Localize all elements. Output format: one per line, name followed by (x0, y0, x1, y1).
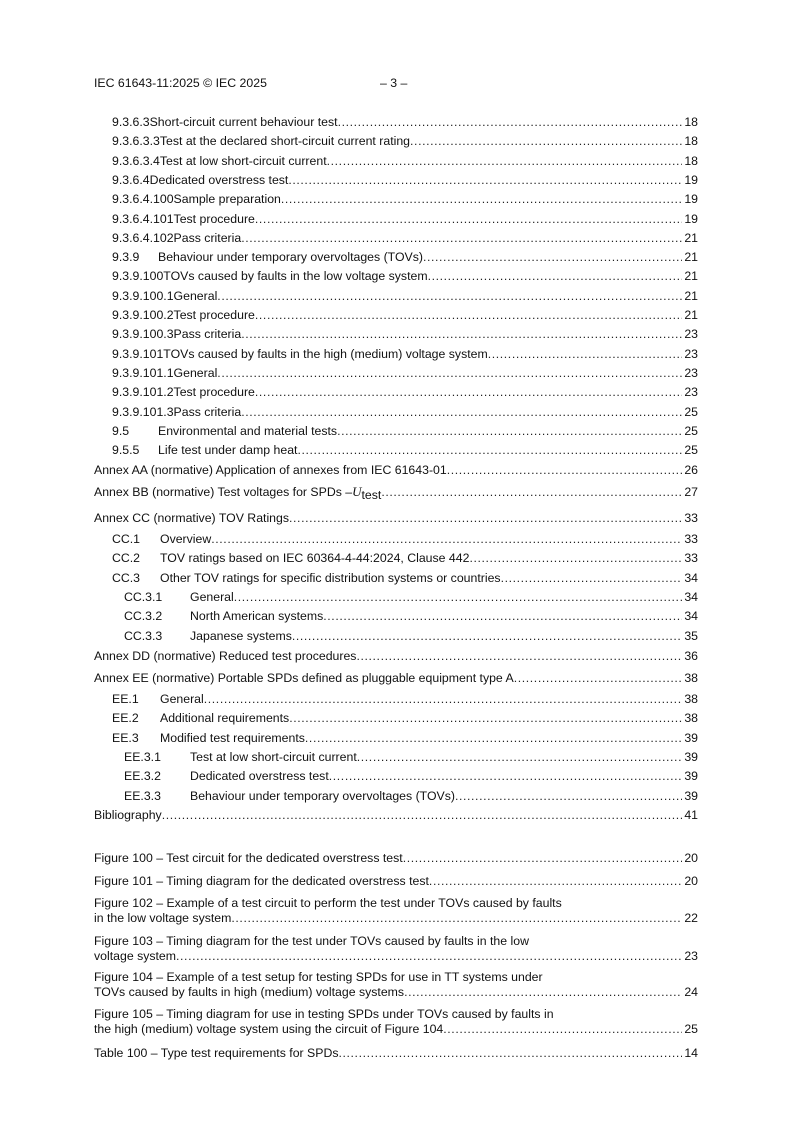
dot-leader (404, 984, 682, 1000)
entry-number: CC.3.3 (124, 628, 163, 643)
toc-entry[interactable] (112, 172, 698, 188)
dot-leader (469, 550, 682, 566)
entry-number: EE.2 (112, 711, 139, 726)
entry-number: 9.3.6.3 (112, 115, 150, 129)
toc-entry[interactable] (124, 589, 698, 605)
page-ref: 23 (684, 365, 698, 380)
entry-number: EE.3 (112, 730, 139, 745)
entry-title: Behaviour under temporary overvoltages (TOVs) (190, 788, 455, 803)
figure-entry-line1: Figure 102 – Example of a test circuit to perform the test under TOVs caused by faults (94, 896, 562, 910)
page-ref: 24 (684, 985, 698, 999)
dot-leader (338, 114, 683, 130)
page-ref: 21 (684, 288, 698, 303)
entry-title: Test at low short-circuit current (159, 153, 327, 168)
toc-entry[interactable] (112, 442, 698, 458)
toc-entry[interactable] (112, 384, 698, 400)
dot-leader (428, 268, 683, 284)
dot-leader (241, 404, 682, 420)
page-ref: 19 (684, 192, 698, 207)
dot-leader (323, 608, 682, 624)
toc-entry[interactable] (124, 608, 698, 624)
page-ref: 23 (684, 327, 698, 342)
entry-title: TOV ratings based on IEC 60364-4-44:2024, Clause 442 (160, 551, 470, 566)
entry-title: Annex CC (normative) TOV Ratings (94, 511, 290, 525)
entry-title: Test procedure (173, 385, 255, 400)
page-ref: 23 (684, 949, 698, 963)
entry-title: Dedicated overstress test (190, 769, 329, 784)
dot-leader (289, 510, 682, 526)
page-ref: 35 (684, 628, 698, 643)
page-number: – 3 – (380, 76, 408, 90)
dot-leader (217, 365, 682, 381)
toc-entry[interactable] (112, 114, 698, 130)
toc-entry[interactable] (112, 365, 698, 381)
toc-entry[interactable] (112, 268, 698, 284)
toc-entry[interactable] (112, 153, 698, 169)
toc-entry[interactable] (112, 570, 698, 586)
dot-leader (455, 788, 682, 804)
figure-entry[interactable] (94, 1021, 698, 1037)
u-test-symbol: U (352, 484, 362, 499)
dot-leader (255, 384, 682, 400)
toc-entry[interactable] (112, 423, 698, 439)
entry-title: TOVs caused by faults in the high (medium) voltage system (163, 346, 488, 361)
figure-entry-line1: Figure 104 – Example of a test setup for testing SPDs for use in TT systems under (94, 970, 543, 984)
dot-leader (231, 910, 682, 926)
figure-entry[interactable] (94, 873, 698, 889)
entry-title: Japanese systems (190, 628, 292, 643)
entry-number: 9.3.6.4 (112, 172, 150, 187)
entry-number: EE.3.1 (124, 749, 161, 764)
entry-number: 9.3.9.100.1 (112, 288, 174, 303)
dot-leader (443, 1021, 682, 1037)
page-ref: 36 (684, 649, 698, 663)
dot-leader (288, 172, 682, 188)
entry-title: Behaviour under temporary overvoltages (TOVs) (158, 250, 423, 265)
page-ref: 19 (684, 211, 698, 226)
dot-leader (255, 307, 682, 323)
figure-entry[interactable] (94, 948, 698, 964)
toc-entry[interactable] (112, 288, 698, 304)
dot-leader (381, 484, 682, 500)
page-ref: 19 (684, 172, 698, 187)
page-ref: 41 (684, 808, 698, 822)
page-ref: 21 (684, 269, 698, 284)
entry-number: 9.3.9.101 (112, 346, 164, 361)
page-ref: 18 (684, 115, 698, 129)
entry-title: Test procedure (173, 308, 255, 322)
dot-leader (410, 133, 682, 149)
entry-title: General (190, 589, 234, 604)
page-ref: 20 (684, 851, 698, 865)
entry-title: Bibliography (94, 808, 162, 822)
dot-leader (488, 346, 683, 362)
entry-title: Table 100 – Type test requirements for SPDs (94, 1046, 339, 1060)
entry-number: 9.3.6.4.102 (112, 230, 174, 245)
dot-leader (423, 249, 682, 265)
entry-number: 9.3.9.100.3 (112, 327, 174, 342)
entry-title: TOVs caused by faults in high (medium) voltage systems (94, 985, 405, 999)
entry-title: Additional requirements (160, 711, 290, 726)
toc-entry[interactable] (112, 326, 698, 342)
dot-leader (305, 730, 682, 746)
entry-number: 9.3.9.101.1 (112, 365, 174, 380)
entry-number: 9.3.9.101.2 (112, 385, 174, 400)
dot-leader (338, 1045, 682, 1061)
toc-entry[interactable] (124, 788, 698, 804)
page-ref: 23 (684, 385, 698, 400)
page-ref: 26 (684, 463, 698, 477)
figure-entry[interactable] (94, 984, 698, 1000)
entry-number: 9.3.6.4.100 (112, 192, 174, 207)
toc-entry[interactable] (124, 628, 698, 644)
figure-entry-line1: Figure 105 – Timing diagram for use in testing SPDs under TOVs caused by faults in (94, 1007, 554, 1021)
page-ref: 39 (684, 788, 698, 803)
page-ref: 21 (684, 230, 698, 245)
entry-title: Pass criteria (173, 230, 242, 245)
entry-title: Test procedure (173, 211, 255, 226)
annex-cc-entry[interactable] (94, 510, 698, 526)
page-ref: 25 (684, 1022, 698, 1036)
entry-title: General (173, 365, 218, 380)
page-ref: 33 (684, 532, 698, 546)
entry-number: 9.5.5 (112, 443, 140, 458)
toc-entry[interactable] (112, 307, 698, 323)
page-ref: 34 (684, 570, 698, 585)
toc-entry[interactable] (112, 191, 698, 207)
entry-title: Test at the declared short-circuit current rating (159, 134, 411, 149)
entry-title: North American systems (190, 609, 324, 624)
dot-leader (176, 948, 682, 964)
entry-title: in the low voltage system (94, 911, 232, 925)
entry-number: CC.3 (112, 570, 141, 585)
entry-title: Other TOV ratings for specific distribution systems or countries (160, 570, 501, 585)
page-ref: 21 (684, 250, 698, 265)
annex-dd-entry[interactable] (94, 648, 698, 664)
dot-leader (327, 153, 683, 169)
entry-number: 9.3.6.3.4 (112, 153, 160, 168)
entry-title: Figure 100 – Test circuit for the dedicated overstress test (94, 851, 403, 865)
entry-title: Annex BB (normative) Test voltages for SPDs – (94, 485, 353, 499)
entry-number: 9.3.9.100 (112, 269, 164, 284)
page-ref: 23 (684, 346, 698, 361)
entry-title: TOVs caused by faults in the low voltage system (163, 269, 428, 284)
dot-leader (357, 749, 683, 765)
toc-entry[interactable] (112, 249, 698, 265)
figure-entry[interactable] (94, 850, 698, 866)
dot-leader (162, 807, 683, 823)
entry-title: Annex EE (normative) Portable SPDs defined as pluggable equipment type A (94, 671, 514, 685)
toc-entry[interactable] (112, 133, 698, 149)
entry-title: Figure 101 – Timing diagram for the dedicated overstress test (94, 874, 429, 888)
figure-entry[interactable] (94, 910, 698, 926)
entry-number: 9.3.9.100.2 (112, 308, 174, 322)
entry-title: Sample preparation (173, 192, 281, 207)
u-test-subscript: test (361, 488, 382, 502)
page-ref: 25 (684, 443, 698, 458)
dot-leader (255, 211, 682, 227)
figure-entry-line1: Figure 103 – Timing diagram for the test under TOVs caused by faults in the low (94, 934, 529, 948)
entry-title: the high (medium) voltage system using the circuit of Figure 104 (94, 1022, 444, 1036)
dot-leader (337, 423, 682, 439)
dot-leader (329, 768, 683, 784)
page-ref: 34 (684, 589, 698, 604)
dot-leader (281, 191, 682, 207)
entry-title: Short-circuit current behaviour test (149, 115, 338, 129)
dot-leader (429, 873, 682, 889)
entry-number: CC.3.1 (124, 589, 163, 604)
toc-entry[interactable] (112, 404, 698, 420)
figure-entry[interactable] (94, 1045, 698, 1061)
dot-leader (297, 442, 682, 458)
entry-title: General (160, 692, 204, 706)
toc-entry[interactable] (112, 691, 698, 707)
entry-title: Annex DD (normative) Reduced test procedures (94, 649, 357, 663)
entry-title: Modified test requirements (160, 730, 305, 745)
page-ref: 33 (684, 511, 698, 525)
dot-leader (447, 462, 683, 478)
page-ref: 38 (684, 711, 698, 726)
dot-leader (501, 570, 683, 586)
page-ref: 39 (684, 749, 698, 764)
entry-number: 9.3.6.3.3 (112, 134, 160, 149)
entry-number: 9.3.9 (112, 250, 140, 265)
entry-title: Pass criteria (173, 404, 242, 419)
toc-entry[interactable] (124, 768, 698, 784)
page-ref: 20 (684, 874, 698, 888)
page-ref: 18 (684, 153, 698, 168)
page-ref: 38 (684, 671, 698, 685)
dot-leader (514, 670, 683, 686)
entry-title: Test at low short-circuit current (190, 749, 357, 764)
entry-number: CC.3.2 (124, 609, 163, 624)
page-header (94, 76, 408, 90)
entry-number: CC.2 (112, 551, 141, 566)
toc-entry[interactable] (112, 550, 698, 566)
page-ref: 34 (684, 609, 698, 624)
page-ref: 21 (684, 308, 698, 322)
entry-title: General (173, 288, 218, 303)
toc-entry[interactable] (112, 710, 698, 726)
page-ref: 38 (684, 692, 698, 706)
dot-leader (289, 710, 682, 726)
entry-number: EE.3.2 (124, 769, 161, 784)
dot-leader (211, 531, 682, 547)
entry-title: Overview (160, 532, 212, 546)
page-ref: 22 (684, 911, 698, 925)
toc-entry[interactable] (112, 531, 698, 547)
dot-leader (241, 230, 682, 246)
entry-number: EE.3.3 (124, 788, 161, 803)
entry-title: Pass criteria (173, 327, 242, 342)
toc-entry[interactable] (124, 749, 698, 765)
entry-title: Annex AA (normative) Application of annexes from IEC 61643-01 (94, 463, 447, 477)
page-ref: 33 (684, 551, 698, 566)
dot-leader (292, 628, 682, 644)
toc-entry[interactable] (112, 230, 698, 246)
annex-bb-entry[interactable] (94, 484, 698, 500)
dot-leader (217, 288, 682, 304)
toc-entry[interactable] (112, 211, 698, 227)
page-ref: 14 (684, 1046, 698, 1060)
entry-number: CC.1 (112, 532, 141, 546)
page-ref: 27 (684, 485, 698, 499)
entry-title: Life test under damp heat (158, 443, 298, 458)
page-ref: 39 (684, 730, 698, 745)
toc-entry[interactable] (112, 730, 698, 746)
entry-number: 9.3.9.101.3 (112, 404, 174, 419)
entry-number: 9.5 (112, 423, 130, 438)
entry-title: Environmental and material tests (158, 423, 338, 438)
page-ref: 18 (684, 134, 698, 149)
annex-ee-entry[interactable] (94, 670, 698, 686)
page-ref: 25 (684, 423, 698, 438)
entry-title: Dedicated overstress test (149, 172, 289, 187)
dot-leader (403, 850, 683, 866)
entry-number: EE.1 (112, 692, 139, 706)
page-ref: 25 (684, 404, 698, 419)
entry-title: voltage system (94, 949, 177, 963)
page-ref: 39 (684, 769, 698, 784)
bibliography-entry[interactable] (94, 807, 698, 823)
document-id: IEC 61643-11:2025 © IEC 2025 (94, 76, 267, 90)
annex-aa-entry[interactable] (94, 462, 698, 478)
entry-number: 9.3.6.4.101 (112, 211, 174, 226)
dot-leader (356, 648, 682, 664)
toc-entry[interactable] (112, 346, 698, 362)
dot-leader (241, 326, 682, 342)
dot-leader (234, 589, 683, 605)
dot-leader (204, 691, 683, 707)
